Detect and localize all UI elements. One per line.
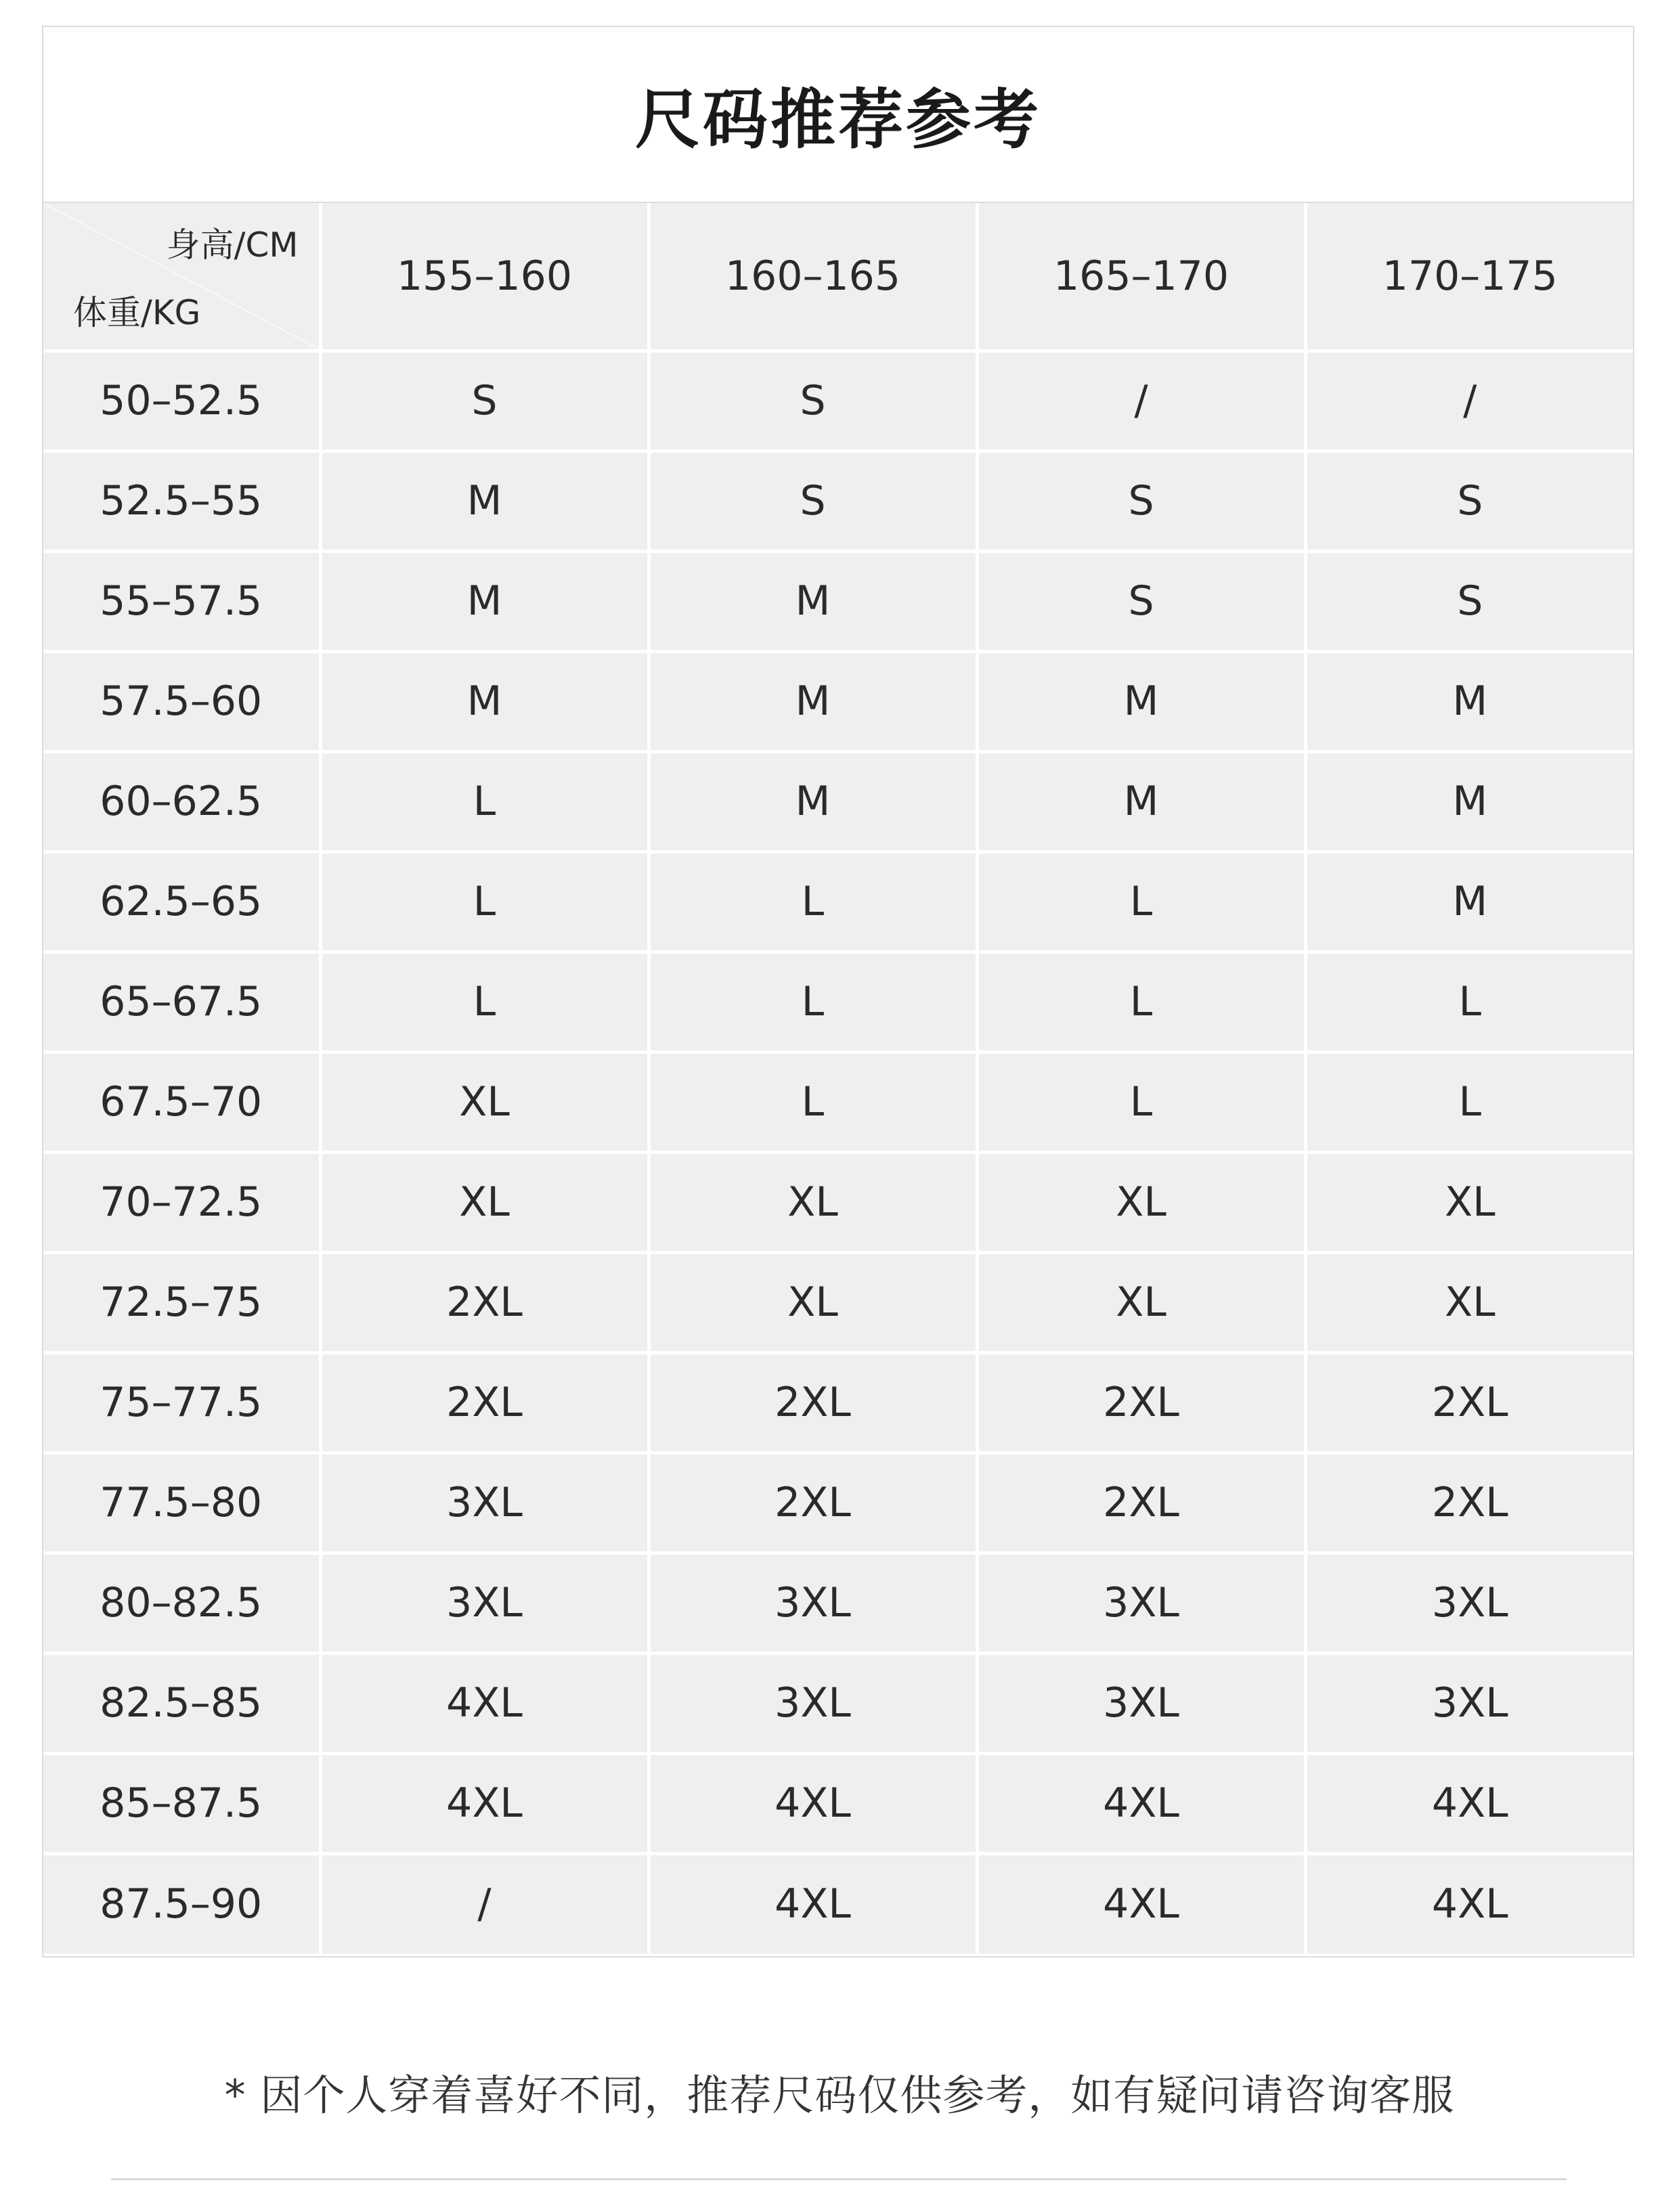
weight-range-cell: 57.5–60 — [43, 651, 320, 751]
size-cell: 3XL — [649, 1653, 977, 1753]
footer-divider — [111, 2178, 1567, 2180]
weight-range-cell: 82.5–85 — [43, 1653, 320, 1753]
size-cell: L — [320, 952, 649, 1052]
weight-range-cell: 52.5–55 — [43, 451, 320, 551]
size-cell: XL — [649, 1252, 977, 1352]
size-table-body — [43, 351, 1633, 1953]
size-cell: L — [977, 851, 1305, 952]
title-bar — [43, 27, 1633, 203]
size-cell: 2XL — [320, 1352, 649, 1453]
height-axis-label: 身高/CM — [166, 225, 299, 265]
size-cell: M — [977, 751, 1305, 851]
size-cell: 3XL — [320, 1453, 649, 1553]
size-cell: XL — [1305, 1152, 1633, 1252]
size-cell: 4XL — [1305, 1853, 1633, 1953]
table-row — [43, 651, 1633, 751]
size-cell: 4XL — [977, 1853, 1305, 1953]
header-row — [43, 203, 1633, 351]
weight-range-cell: 80–82.5 — [43, 1553, 320, 1653]
height-range-header: 165–170 — [977, 203, 1305, 351]
weight-range-cell: 75–77.5 — [43, 1352, 320, 1453]
size-cell: L — [649, 1052, 977, 1152]
size-cell: XL — [320, 1052, 649, 1152]
table-row — [43, 1753, 1633, 1853]
table-row — [43, 1152, 1633, 1252]
size-cell: / — [1305, 351, 1633, 451]
size-cell: 3XL — [1305, 1553, 1633, 1653]
size-cell: M — [977, 651, 1305, 751]
weight-axis-label: 体重/KG — [73, 292, 201, 332]
size-cell: 2XL — [649, 1352, 977, 1453]
size-cell: 2XL — [977, 1453, 1305, 1553]
size-cell: M — [1305, 651, 1633, 751]
weight-range-cell: 85–87.5 — [43, 1753, 320, 1853]
size-cell: S — [1305, 451, 1633, 551]
size-cell: S — [1305, 551, 1633, 651]
size-cell: 4XL — [649, 1753, 977, 1853]
table-row — [43, 551, 1633, 651]
size-cell: M — [649, 751, 977, 851]
weight-range-cell: 62.5–65 — [43, 851, 320, 952]
weight-range-cell: 50–52.5 — [43, 351, 320, 451]
size-cell: 3XL — [977, 1653, 1305, 1753]
weight-range-cell: 67.5–70 — [43, 1052, 320, 1152]
size-cell: 3XL — [1305, 1653, 1633, 1753]
size-cell: M — [649, 551, 977, 651]
size-cell: XL — [320, 1152, 649, 1252]
size-cell: XL — [1305, 1252, 1633, 1352]
size-cell: 4XL — [320, 1653, 649, 1753]
size-cell: L — [1305, 952, 1633, 1052]
table-row — [43, 451, 1633, 551]
size-cell: M — [649, 651, 977, 751]
table-row — [43, 851, 1633, 952]
size-chart-card — [42, 26, 1634, 1957]
weight-range-cell: 55–57.5 — [43, 551, 320, 651]
weight-range-cell: 87.5–90 — [43, 1853, 320, 1953]
table-row — [43, 1853, 1633, 1953]
table-row — [43, 1052, 1633, 1152]
height-range-header: 170–175 — [1305, 203, 1633, 351]
size-cell: M — [320, 451, 649, 551]
size-cell: 2XL — [649, 1453, 977, 1553]
size-cell: 2XL — [320, 1252, 649, 1352]
height-range-header: 155–160 — [320, 203, 649, 351]
table-row — [43, 1352, 1633, 1453]
weight-range-cell: 72.5–75 — [43, 1252, 320, 1352]
size-cell: XL — [977, 1152, 1305, 1252]
size-cell: S — [977, 551, 1305, 651]
size-cell: L — [320, 751, 649, 851]
table-row — [43, 1553, 1633, 1653]
size-cell: L — [977, 1052, 1305, 1152]
size-cell: / — [977, 351, 1305, 451]
table-row — [43, 1653, 1633, 1753]
size-cell: 3XL — [320, 1553, 649, 1653]
table-row — [43, 351, 1633, 451]
size-cell: 4XL — [1305, 1753, 1633, 1853]
size-cell: 3XL — [977, 1553, 1305, 1653]
table-row — [43, 1453, 1633, 1553]
size-cell: S — [649, 351, 977, 451]
size-cell: 3XL — [649, 1553, 977, 1653]
size-cell: / — [320, 1853, 649, 1953]
size-cell: S — [320, 351, 649, 451]
size-cell: L — [977, 952, 1305, 1052]
size-cell: L — [1305, 1052, 1633, 1152]
table-row — [43, 1252, 1633, 1352]
table-row — [43, 751, 1633, 851]
size-cell: 4XL — [320, 1753, 649, 1853]
size-cell: L — [649, 952, 977, 1052]
size-cell: S — [649, 451, 977, 551]
weight-range-cell: 70–72.5 — [43, 1152, 320, 1252]
size-cell: 2XL — [1305, 1453, 1633, 1553]
corner-header-cell — [43, 203, 320, 351]
size-cell: XL — [649, 1152, 977, 1252]
table-row — [43, 952, 1633, 1052]
size-recommendation-table — [43, 203, 1633, 1953]
size-cell: M — [1305, 851, 1633, 952]
size-cell: 2XL — [977, 1352, 1305, 1453]
size-cell: 2XL — [1305, 1352, 1633, 1453]
disclaimer-note: * 因个人穿着喜好不同，推荐尺码仅供参考，如有疑问请咨询客服 — [224, 2071, 1455, 2120]
size-cell: 4XL — [649, 1853, 977, 1953]
size-cell: L — [649, 851, 977, 952]
weight-range-cell: 65–67.5 — [43, 952, 320, 1052]
size-cell: M — [320, 651, 649, 751]
weight-range-cell: 60–62.5 — [43, 751, 320, 851]
chart-title: 尺码推荐参考 — [635, 81, 1041, 158]
size-cell: L — [320, 851, 649, 952]
size-cell: S — [977, 451, 1305, 551]
size-cell: M — [320, 551, 649, 651]
size-cell: M — [1305, 751, 1633, 851]
size-cell: XL — [977, 1252, 1305, 1352]
size-cell: 4XL — [977, 1753, 1305, 1853]
height-range-header: 160–165 — [649, 203, 977, 351]
weight-range-cell: 77.5–80 — [43, 1453, 320, 1553]
